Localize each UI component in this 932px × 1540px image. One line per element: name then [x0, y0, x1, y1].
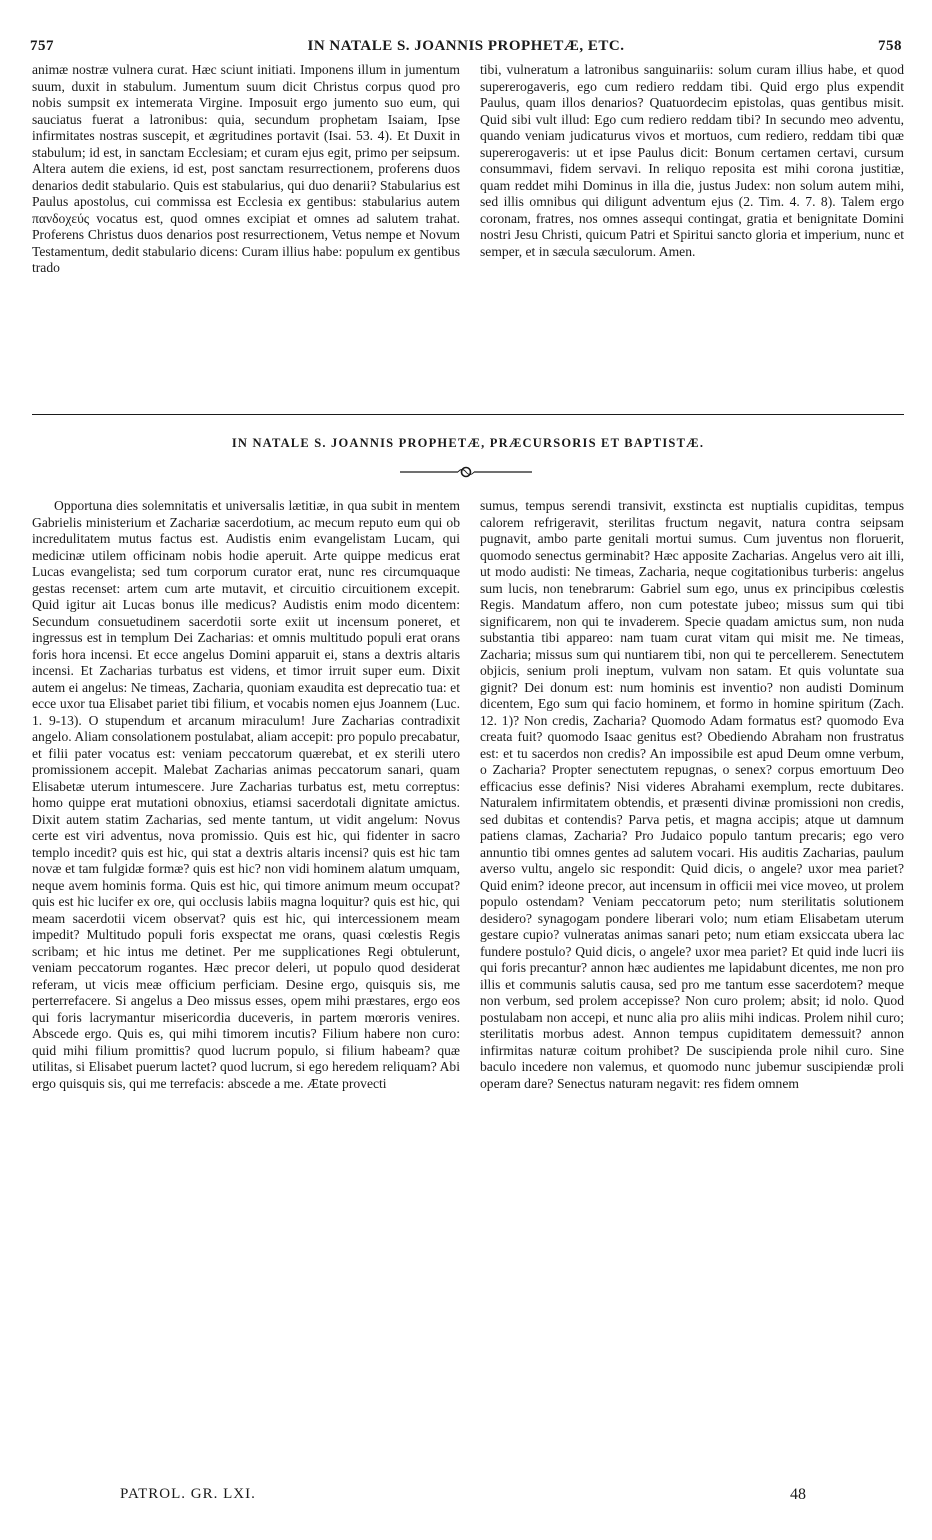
- section-divider-rule: [32, 414, 904, 415]
- page-footer: [30, 1486, 902, 1508]
- bottom-left-column: [32, 498, 460, 1468]
- top-right-text: tibi, vulneratum a latronibus sanguinariis: solum curam illius habe, et quod supererogaveris, ego cum rediero reddam tibi. Quid ergo plus expendit Paulus, quam illos denarios? Quatuordecim epistolas, quas gentibus misit. Quid sibi vult illud: Ego cum rediero reddam tibi? In secundo meo adventu, quando veniam judicaturus vivos et mortuos, cum rediero, reddam tibi quæ supererogaveris: ut et ipse Paulus dicit: Bonum certamen certavi, cursum consummavi, fidem servavi. In reliquo reposita est mihi corona justitiæ, quam reddet mihi Dominus in illa die, justus Judex: non solum autem mihi, sed illis omnibus qui diligunt adventum ejus (2. Tim. 4. 7. 8). Talem ergo coronam, fratres, nos omnes assequi contingat, gratia et benignitate Domini nostri Jesu Christi, quicum Patri et Spiritui sancto gloria et imperium, nunc et semper, et in sæcula sæculorum. Amen.: [480, 62, 904, 259]
- ornament-divider-icon: [396, 464, 536, 480]
- page-number-right: 758: [878, 38, 902, 54]
- running-header: [30, 38, 902, 58]
- section-title: IN NATALE S. JOANNIS PROPHETÆ, PRÆCURSORIS ET BAPTISTÆ.: [231, 436, 705, 450]
- top-left-text: animæ nostræ vulnera curat. Hæc sciunt initiati. Imponens illum in jumentum suum, duxit in stabulum. Jumentum suum dicit Christus corpus quod pro nobis sumpsit ex intemerata Virgine. Imposuit ergo jumento suo eum, qui sauciatus fuerat a latronibus: quia, secundum prophetam Isaiam, Ipse infirmitates nostras suscepit, et ægritudines portavit (Isai. 53. 4). Et Duxit in stabulum; id est, in sanctam Ecclesiam; et curam ejus egit, primo per seipsum. Altera autem die exiens, id est, post sanctam resurrectionem, proferens duos denarios dedit stabulario. Quis est stabularius, qui duo denarii? Stabularius est Paulus apostolus, cui commissa est Ecclesia ex gentibus: stabularius autem πανδοχεύς vocatus est, quod omnes excipiat et omnes ad salutem trahat. Proferens Christus duos denarios post resurrectionem, Vetus nempe et Novum Testamentum, dedit stabulario dicens: Curam illius habe: populum ex gentibus trado: [32, 62, 460, 275]
- bottom-left-text: Opportuna dies solemnitatis et universalis lætitiæ, in qua subit in mentem Gabrielis ministerium et Zachariæ sacerdotium, ac mecum reputo eum qui ob incredulitatem mutus factus est. Audistis enim evangelistam Lucam, qui medicinæ utilem officinam nobis hodie aperuit. Arte quippe medicus erat Lucas evangelista; sed tum corporum curator erat, nunc res circumquaque gestas recenset: artem cum arte mutavit, et circuitio circuitionem excepit. Quid igitur ait Lucas bonus ille medicus? Audistis enim modo dicentem: Secundum consuetudinem sacerdotii sorte exiit ut incensum poneret, et ingressus est in templum Dei Zacharias: et omnis multitudo populi erat orans foris hora incensi. Et ecce angelus Domini apparuit ei, stans a dextris altaris incensi. Et Zacharias turbatus est videns, et timor irruit super eum. Dixit autem ei angelus: Ne timeas, Zacharia, quoniam exaudita est deprecatio tua: et ecce uxor tua Elisabet pariet tibi filium, et vocabis nomen ejus Joannem (Luc. 1. 9-13). O stupendum et arcanum miraculum! Jure Zacharias contradixit angelo. Aliam consolationem postulabat, aliam accepit: pro populo precabatur, et filii pater vocatus est: veniam peccatorum quærebat, et ex sterili utero promissionem accepit. Malebat Zacharias animas peccatorum sanari, quam Elisabetæ uterum intumescere. Jure Zacharias turbatus est, metu correptus: homo quippe erat mutationi obnoxius, etiamsi sacerdotali dignitate amictus. Dixit autem statim Zacharias, sed mente tantum, ut vidit angelum: Novus certe est viri adventus, nova promissio. Quis est hic, qui fidenter in sacro templo incedit? quis est hic, qui stat a dextris altaris incensi? quis est hic tam novæ et tam fulgidæ formæ? quis est hic? non vidi hominem alatum umquam, neque avem hominis forma. Quis est hic, qui timore animum meum occupat? quis est hic lucifer ex ore, qui occlusis labiis magna loquitur? quis est hic, qui meam sacerdotii vicem observat? quis est hic, qui intercessionem meam impedit? Multitudo populi foris exspectat me orans, quasi cœlestis Regis scribam; et hic intus me detinet. Per me supplicationes Regi obtulerunt, veniam peccatorum rogantes. Hæc precor deleri, ut populo quod desiderat referam, ut vicis meæ officium perficiam. Desine ergo, quisquis sis, me perterrefacere. Si angelus a Deo missus esses, opem mihi præstares, ergo eos qui foris lacrymantur misericordia duceveris, in partem mœroris venires. Abscede ergo. Quis es, qui mihi timorem incutis? Filium habere non curo: quid mihi filium promittis? quod lucrum populo, si filium habeam? quæ utilitas, si Elisabet puerum lactet? quod lucrum, si ego heredem reliquam? Abi ergo quisquis sis, qui me terrefacis: abscede a me. Ætate provecti: [32, 498, 460, 1091]
- top-left-column: [32, 62, 460, 382]
- top-right-column: [480, 62, 904, 382]
- running-title: IN NATALE S. JOANNIS PROPHETÆ, ETC.: [307, 38, 625, 54]
- bottom-right-column: [480, 498, 904, 1468]
- page-number-left: 757: [30, 38, 54, 54]
- bottom-right-text: sumus, tempus serendi transivit, exstincta est nuptialis cupiditas, tempus calorem refrigeravit, sterilitas fructum negavit, natura contra seipsam pugnavit, ambo parte genitali mortui sumus. Cum juventus non floruerit, quomodo senectus germinabit? Hæc apposite Zacharias. Angelus vero ait illi, ut modo audisti: Ne timeas, Zacharia, neque cogitationibus turberis: angelus sum lucis, non tenebrarum: Gabriel sum ego, unus ex principibus cœlestis Regis. Mandatum affero, non cum potestate jubeo; missus sum qui tibi significarem, non qui te invaderem. Specie quadam amictus sum, non nuda substantia tibi appareo: nam tuam curat vitam qui misit me. Ne timeas, Zacharia; missus sum qui nuntiarem tibi, non qui te percellerem. Senectutem objicis, senium proli ineptum, vulvam non satam. Et quis voluntate sua gignit? Dei donum est: num hominis est inventio? non audisti Dominum dicentem, Ego sum qui facio hominem, et formo in homine spiritum (Zach. 12. 1)? Non credis, Zacharia? Quomodo Adam formatus est? quomodo Eva creata fuit? quomodo Isaac genitus est? Obediendo Abraham non frustratus est: et tu sacerdos non credis? An impossibile est apud Deum omne verbum, o Zacharia? Propter senectutem repugnas, o senex? corpus emortuum Deo efficacius esse definis? Nisi videres Abrahami exemplum, recte dubitares. Naturalem infirmitatem obtendis, et præsenti divinæ promissioni non credis, sed dubitas et contendis? Parva petis, et magna accipis; atque ut damnum patiens clamas, Zacharia? Pro Judaico populo tantum precaris; ego vero annuntio tibi omnes gentes ad salutem vocari. His auditis Zacharias, paulum averso vultu, angelo sic respondit: Quid dicis, o angele? uxor mea pariet? Quid enim? ideone precor, aut incensum in officii mei vice moveo, ut prolem populo ostendam? Veniam peccatorum peto; num sterilitatis solutionem desidero? synagogam pondere liberari volo; num etiam Elisabetam uterum gestare cupio? vulneratas animas sanari peto; num etiam exsiccata ubera lac fundere postulo? Quid dicis, o angele? uxor mea pariet? Et quid inde lucri iis qui foris precantur? annon hæc audientes me lapidabunt dicentes, me non pro illis et communis salutis causa, sed pro me tantum esse sacerdotem? meque non verbum, sed prolem accepisse? Non curo prolem; absit; id nolo. Quod postulabam non accepi, et nunc alia pro aliis mihi indicas. Prolem nihil curo; sterilitatis morbus adest. Annon tempus cupiditatem demessuit? annon infirmitas naturæ coitum prohibet? De suscipienda prole nihil curo. Sine baculo incedere non valemus, et quomodo nunc jubemur suscipiendæ proli operam dare? Senectus naturam negavit: res fidem omnem: [480, 498, 904, 1091]
- footer-signature: PATROL. GR. LXI.: [120, 1486, 256, 1502]
- footer-sheet-number: 48: [790, 1486, 806, 1503]
